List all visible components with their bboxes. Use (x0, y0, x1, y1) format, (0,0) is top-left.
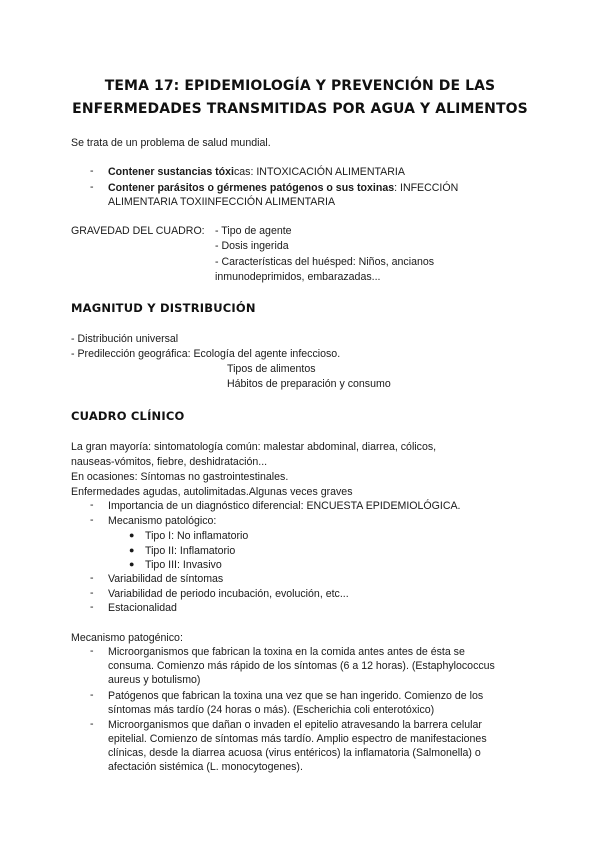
cuadro-paragraph-1: La gran mayoría: sintomatología común: malestar abdominal, diarrea, cólicos, (71, 441, 437, 453)
dash-marker: - (90, 587, 94, 599)
bullet-dot: ● (129, 559, 135, 569)
cuadro-item: Importancia de un diagnóstico diferencial: ENCUESTA EPIDEMIOLÓGICA. (108, 500, 461, 512)
mecanismo-item-3-line: epitelial. Comienzo de síntomas más tardío. Amplio espectro de manifestaciones (108, 733, 487, 745)
magnitud-heading: MAGNITUD Y DISTRIBUCIÓN (71, 301, 256, 315)
toxic-item-2 (108, 181, 458, 195)
bullet-dot: ● (129, 530, 135, 540)
mecanismo-item-1-line: aureus y botulismo) (108, 674, 201, 686)
mecanismo-item-3-line: afectación sistémica (L. monocytogenes). (108, 761, 303, 773)
mecanismo-item-2-line: Patógenos que fabrican la toxina una vez que se han ingerido. Comienzo de los (108, 690, 484, 702)
toxic-item-1 (108, 165, 405, 179)
magnitud-line-4: Hábitos de preparación y consumo (227, 378, 391, 390)
toxic-item-1-bold: Contener sustancias tóxi (108, 166, 234, 178)
cuadro-paragraph-3: En ocasiones: Síntomas no gastrointestinales. (71, 471, 289, 483)
dash-marker: - (90, 689, 94, 701)
dash-marker: - (90, 645, 94, 657)
dash-marker: - (90, 165, 94, 177)
dash-marker: - (90, 718, 94, 730)
cuadro-item: Variabilidad de periodo incubación, evolución, etc... (108, 588, 349, 600)
intro-text: Se trata de un problema de salud mundial. (71, 137, 271, 149)
toxic-item-2-line-2: ALIMENTARIA TOXIINFECCIÓN ALIMENTARIA (108, 196, 336, 208)
title-line-1: TEMA 17: EPIDEMIOLOGÍA Y PREVENCIÓN DE LAS (104, 78, 496, 94)
mecanismo-item-2-line: síntomas más tardío (24 horas o más). (Escherichia coli enterotóxico) (108, 704, 435, 716)
magnitud-line-2 (71, 347, 340, 361)
magnitud-line-2-value: Ecología del agente infeccioso. (193, 348, 341, 360)
dash-marker: - (90, 514, 94, 526)
mecanismo-label: Mecanismo patogénico: (71, 632, 183, 644)
tipo-item: Tipo I: No inflamatorio (145, 530, 249, 542)
magnitud-line-1: - Distribución universal (71, 333, 179, 345)
gravedad-item-2: - Dosis ingerida (215, 240, 289, 252)
tipo-item: Tipo III: Invasivo (145, 559, 222, 571)
gravedad-item-3-cont: inmunodeprimidos, embarazadas... (215, 271, 381, 283)
mecanismo-item-1-line: Microorganismos que fabrican la toxina en la comida antes antes de ésta se (108, 646, 465, 658)
toxic-item-1-rest: cas: INTOXICACIÓN ALIMENTARIA (233, 166, 405, 178)
dash-marker: - (90, 181, 94, 193)
bullet-dot: ● (129, 545, 135, 555)
cuadro-heading: CUADRO CLÍNICO (71, 409, 185, 423)
mecanismo-item-1-line: consuma. Comienzo más rápido de los síntomas (6 a 12 horas). (Estaphylococcus (108, 660, 495, 672)
gravedad-item-3: - Características del huésped: Niños, ancianos (215, 256, 435, 268)
magnitud-line-2-label: - Predilección geográfica: (71, 348, 194, 360)
cuadro-paragraph-4: Enfermedades agudas, autolimitadas.Algunas veces graves (71, 486, 353, 498)
cuadro-item: Mecanismo patológico: (108, 515, 217, 527)
dash-marker: - (90, 499, 94, 511)
toxic-item-2-bold: Contener parásitos o gérmenes patógenos o sus toxinas (108, 182, 395, 194)
gravedad-item-1: - Tipo de agente (215, 225, 292, 237)
cuadro-item: Variabilidad de síntomas (108, 573, 224, 585)
dash-marker: - (90, 601, 94, 613)
magnitud-line-3: Tipos de alimentos (227, 363, 316, 375)
cuadro-paragraph-2: nauseas-vómitos, fiebre, deshidratación... (71, 456, 268, 468)
mecanismo-item-3-line: Microorganismos que dañan o invaden el epitelio atravesando la barrera celular (108, 719, 482, 731)
cuadro-item: Estacionalidad (108, 602, 177, 614)
gravedad-label: GRAVEDAD DEL CUADRO: (71, 225, 205, 237)
toxic-item-2-rest: : INFECCIÓN (394, 182, 459, 194)
tipo-item: Tipo II: Inflamatorio (145, 545, 236, 557)
mecanismo-item-3-line: clínicas, desde la diarrea acuosa (virus entéricos) la inflamatoria (Salmonella) o (108, 747, 481, 759)
title-line-2: ENFERMEDADES TRANSMITIDAS POR AGUA Y ALIMENTOS (72, 101, 528, 117)
dash-marker: - (90, 572, 94, 584)
